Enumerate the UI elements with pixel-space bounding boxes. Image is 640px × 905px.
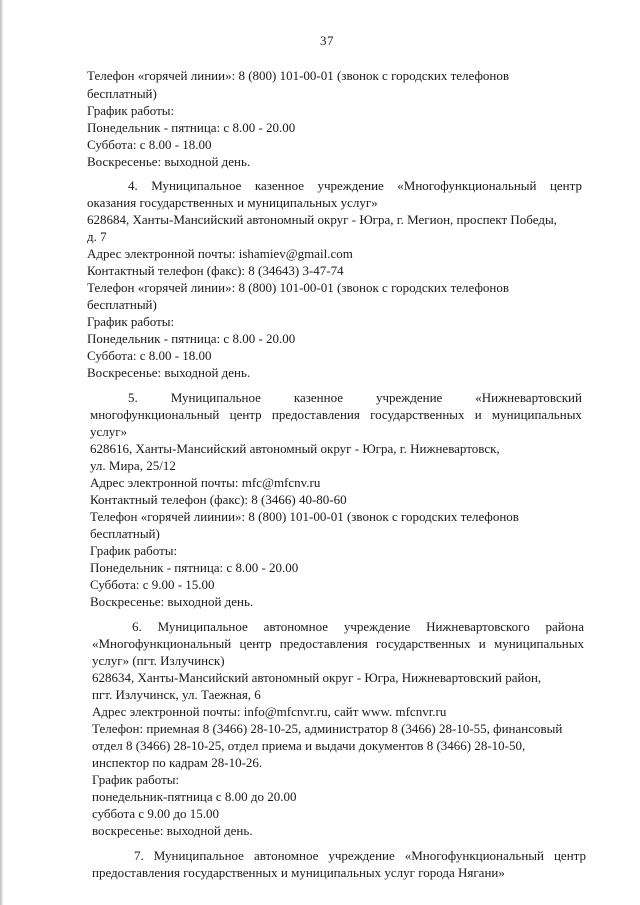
title-word: центр <box>549 178 582 193</box>
title-word: казенное <box>254 178 305 193</box>
item-4-title-cont: оказания государственных и муниципальных услуг» <box>87 195 378 210</box>
title-word: центр <box>229 407 262 422</box>
title-word: Муниципальное <box>157 619 248 634</box>
title-word: Муниципальное <box>153 848 244 863</box>
item-number: 6. <box>132 619 142 634</box>
title-word: автономное <box>253 848 319 863</box>
item-5-title <box>128 390 582 406</box>
item-4-schedule-label: График работы: <box>87 314 175 329</box>
item-6-phone-line3: инспектор по кадрам 28-10-26. <box>92 755 263 770</box>
item-5-sunday: Воскресенье: выходной день. <box>90 594 254 609</box>
title-word: центр <box>239 636 272 651</box>
title-word: «Многофункциональный <box>404 848 544 863</box>
item-5-schedule-label: График работы: <box>90 543 178 558</box>
title-word: государственных <box>376 636 471 651</box>
item-4-weekdays: Понедельник - пятница: с 8.00 - 20.00 <box>87 331 296 346</box>
title-word: района <box>545 619 584 634</box>
title-word: Муниципальное <box>151 178 242 193</box>
title-word: предоставления <box>279 636 368 651</box>
item-number: 7. <box>134 848 144 863</box>
item-5-address-cont: ул. Мира, 25/12 <box>90 458 176 473</box>
item-6-sunday: воскресенье: выходной день. <box>92 823 253 838</box>
title-word: «Нижневартовский <box>475 390 582 405</box>
item-5-phone: Контактный телефон (факс): 8 (3466) 40-80-60 <box>90 492 347 507</box>
item-6-phone-line2: отдел 8 (3466) 28-10-25, отдел приема и выдачи документов 8 (3466) 28-10-50, <box>92 738 526 753</box>
item-6-schedule-label: График работы: <box>92 772 180 787</box>
title-word: предоставления <box>271 407 360 422</box>
title-word: государственных <box>370 407 465 422</box>
title-word: и <box>478 636 486 651</box>
item-6-address: 628634, Ханты-Мансийский автономный округ - Югра, Нижневартовский район, <box>92 670 542 685</box>
item-6-address-cont: пгт. Излучинск, ул. Таежная, 6 <box>92 687 261 702</box>
title-word: учреждение <box>317 178 384 193</box>
item-5-hotline: Телефон «горячей лиинии»: 8 (800) 101-00-01 (звонок с городских телефонов <box>90 509 519 524</box>
item-4-sunday: Воскресенье: выходной день. <box>87 365 251 380</box>
title-word: муниципальных <box>493 636 584 651</box>
item-6-saturday: суббота с 9.00 до 15.00 <box>92 806 219 821</box>
scan-edge <box>0 0 4 905</box>
item-7-title-cont: предоставления государственных и муниципальных услуг города Нягани» <box>92 865 505 880</box>
item-4-email: Адрес электронной почты: ishamiev@gmail.com <box>87 246 353 261</box>
item-4-hotline: Телефон «горячей линии»: 8 (800) 101-00-01 (звонок с городских телефонов <box>87 280 509 295</box>
hotline-text-cont: бесплатный) <box>87 86 157 101</box>
item-6-title-cont: услуг» (пгт. Излучинск) <box>92 653 225 668</box>
title-word: учреждение <box>375 390 443 405</box>
schedule-saturday: Суббота: с 8.00 - 18.00 <box>87 137 212 152</box>
title-word: учреждение <box>328 848 395 863</box>
item-6-title <box>132 619 584 635</box>
title-word: Муниципальное <box>170 390 261 405</box>
item-6-email: Адрес электронной почты: info@mfcnvr.ru, сайт www. mfcnvr.ru <box>92 704 447 719</box>
item-5-email: Адрес электронной почты: mfc@mfcnv.ru <box>90 475 321 490</box>
item-5-saturday: Суббота: с 9.00 - 15.00 <box>90 577 215 592</box>
item-6-title-line2 <box>92 636 584 652</box>
item-7-title <box>134 848 586 864</box>
item-4-phone: Контактный телефон (факс): 8 (34643) 3-47-74 <box>87 263 344 278</box>
item-6-weekdays: понедельник-пятница с 8.00 до 20.00 <box>92 789 297 804</box>
item-5-hotline-cont: бесплатный) <box>90 526 160 541</box>
item-6-phone-line1: Телефон: приемная 8 (3466) 28-10-25, администратор 8 (3466) 28-10-55, финансовый <box>92 721 563 736</box>
page-number: 37 <box>320 33 334 48</box>
schedule-sunday: Воскресенье: выходной день. <box>87 154 251 169</box>
title-word: и <box>474 407 482 422</box>
schedule-label: График работы: <box>87 103 175 118</box>
item-4-address-cont: д. 7 <box>87 229 107 244</box>
title-word: «Многофункциональный <box>92 636 232 651</box>
schedule-weekdays: Понедельник - пятница: с 8.00 - 20.00 <box>87 120 296 135</box>
title-word: центр <box>553 848 586 863</box>
title-word: учреждение <box>343 619 411 634</box>
item-5-title-cont: услуг» <box>90 424 128 439</box>
item-5-weekdays: Понедельник - пятница: с 8.00 - 20.00 <box>90 560 299 575</box>
item-5-title-line2 <box>90 407 582 423</box>
item-number: 5. <box>128 390 138 405</box>
item-5-address: 628616, Ханты-Мансийский автономный округ - Югра, г. Нижневартовск, <box>90 441 500 456</box>
title-word: муниципальных <box>491 407 582 422</box>
title-word: автономное <box>263 619 329 634</box>
title-word: казенное <box>293 390 344 405</box>
hotline-text: Телефон «горячей линии»: 8 (800) 101-00-01 (звонок с городских телефонов <box>87 68 509 83</box>
item-number: 4. <box>128 178 138 193</box>
item-4-hotline-cont: бесплатный) <box>87 297 157 312</box>
title-word: многофункциональный <box>90 407 220 422</box>
title-word: «Многофункциональный <box>397 178 537 193</box>
item-4-title <box>128 178 582 194</box>
item-4-address: 628684, Ханты-Мансийский автономный округ - Югра, г. Мегион, проспект Победы, <box>87 212 557 227</box>
title-word: Нижневартовского <box>426 619 530 634</box>
item-4-saturday: Суббота: с 8.00 - 18.00 <box>87 348 212 363</box>
